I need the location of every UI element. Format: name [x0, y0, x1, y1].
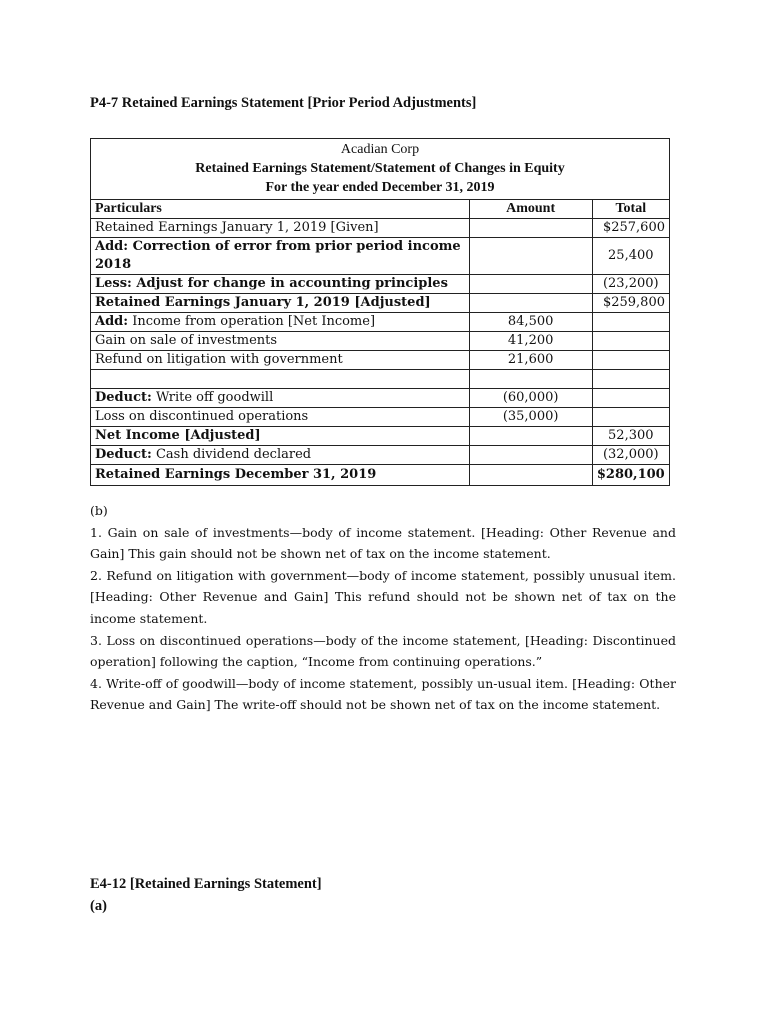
- row-label: [91, 389, 470, 408]
- row-amount: 21,600: [469, 351, 592, 370]
- row-total: [592, 351, 669, 370]
- part-b-notes: [90, 500, 676, 716]
- row-label: [91, 446, 470, 465]
- company-name: Acadian Corp: [340, 142, 420, 157]
- row-amount: [469, 446, 592, 465]
- table-row: [91, 408, 670, 427]
- row-total: [592, 370, 669, 389]
- row-prefix: Less:: [95, 276, 132, 291]
- row-label: Retained Earnings December 31, 2019: [91, 465, 470, 486]
- row-amount: [469, 238, 592, 275]
- col-particulars: Particulars: [91, 200, 470, 219]
- label-text: Income from operation [Net Income]: [132, 314, 376, 329]
- row-prefix: Deduct:: [95, 390, 152, 405]
- table-row: [91, 332, 670, 351]
- table-row: [91, 389, 670, 408]
- row-amount: [469, 370, 592, 389]
- table-row-blank: [91, 370, 670, 389]
- table-row: [91, 275, 670, 294]
- row-amount: [469, 427, 592, 446]
- row-total: [592, 408, 669, 427]
- row-total: 25,400: [592, 238, 669, 275]
- table-row-final: [91, 465, 670, 486]
- row-label: [91, 370, 470, 389]
- row-label: Gain on sale of investments: [91, 332, 470, 351]
- row-total: $259,800: [592, 294, 669, 313]
- row-label: Retained Earnings January 1, 2019 [Adjusted]: [91, 294, 470, 313]
- row-prefix: Add:: [95, 314, 129, 329]
- row-total: 52,300: [592, 427, 669, 446]
- label-text: Cash dividend declared: [155, 447, 312, 462]
- row-total: [592, 389, 669, 408]
- row-label: [91, 238, 470, 275]
- table-row: [91, 294, 670, 313]
- column-header-row: [91, 200, 670, 219]
- row-prefix: Deduct:: [95, 447, 152, 462]
- row-label: Net Income [Adjusted]: [91, 427, 470, 446]
- row-total: $280,100: [592, 465, 669, 486]
- row-total: [592, 332, 669, 351]
- row-total: (23,200): [592, 275, 669, 294]
- statement-period: For the year ended December 31, 2019: [265, 180, 495, 195]
- table-row: [91, 427, 670, 446]
- label-text: Adjust for change in accounting principles: [136, 276, 448, 291]
- note-item-1: 1. Gain on sale of investments—body of income statement. [Heading: Other Revenue and Gain] This gain should not be shown net of tax on the income statement.: [90, 524, 676, 562]
- col-amount: Amount: [469, 200, 592, 219]
- label-text: Retained Earnings January 1, 2019 [Given]: [95, 220, 379, 235]
- row-amount: 41,200: [469, 332, 592, 351]
- row-label: [91, 313, 470, 332]
- row-amount: (35,000): [469, 408, 592, 427]
- next-problem-heading: E4-12 [Retained Earnings Statement]: [90, 876, 322, 892]
- note-item-4: 4. Write-off of goodwill—body of income statement, possibly un-usual item. [Heading: Other Revenue and Gain] The write-off should not be shown net of tax on the income statement.: [90, 675, 676, 713]
- row-amount: 84,500: [469, 313, 592, 332]
- note-item-3: 3. Loss on discontinued operations—body of the income statement, [Heading: Discontinued operation] following the caption, “Income from continuing operations.”: [90, 632, 676, 670]
- row-amount: [469, 219, 592, 238]
- problem-heading: P4-7 Retained Earnings Statement [Prior Period Adjustments]: [90, 95, 477, 111]
- note-item-2: 2. Refund on litigation with government—body of income statement, possibly unusual item. [Heading: Other Revenue and Gain] This refund should not be shown net of tax on the income statement.: [90, 567, 676, 626]
- table-row: [91, 313, 670, 332]
- retained-earnings-table: [90, 138, 670, 486]
- statement-title: Retained Earnings Statement/Statement of Changes in Equity: [195, 161, 565, 176]
- row-total: (32,000): [592, 446, 669, 465]
- table-row: [91, 219, 670, 238]
- table-row: [91, 446, 670, 465]
- row-prefix: Add:: [95, 239, 129, 254]
- row-amount: [469, 275, 592, 294]
- row-label: Refund on litigation with government: [91, 351, 470, 370]
- row-label: [91, 219, 470, 238]
- label-text: Correction of error from prior period income 2018: [95, 239, 461, 272]
- next-problem-subpart: (a): [90, 898, 107, 914]
- statement-header: [91, 139, 670, 200]
- row-total: [592, 313, 669, 332]
- col-total: Total: [592, 200, 669, 219]
- part-b-label: (b): [90, 503, 108, 518]
- table-row: [91, 238, 670, 275]
- label-text: Write off goodwill: [155, 390, 274, 405]
- row-label: [91, 275, 470, 294]
- table-header-block: [91, 139, 670, 200]
- row-amount: (60,000): [469, 389, 592, 408]
- row-amount: [469, 294, 592, 313]
- row-label: Loss on discontinued operations: [91, 408, 470, 427]
- table-row: [91, 351, 670, 370]
- row-total: $257,600: [592, 219, 669, 238]
- row-amount: [469, 465, 592, 486]
